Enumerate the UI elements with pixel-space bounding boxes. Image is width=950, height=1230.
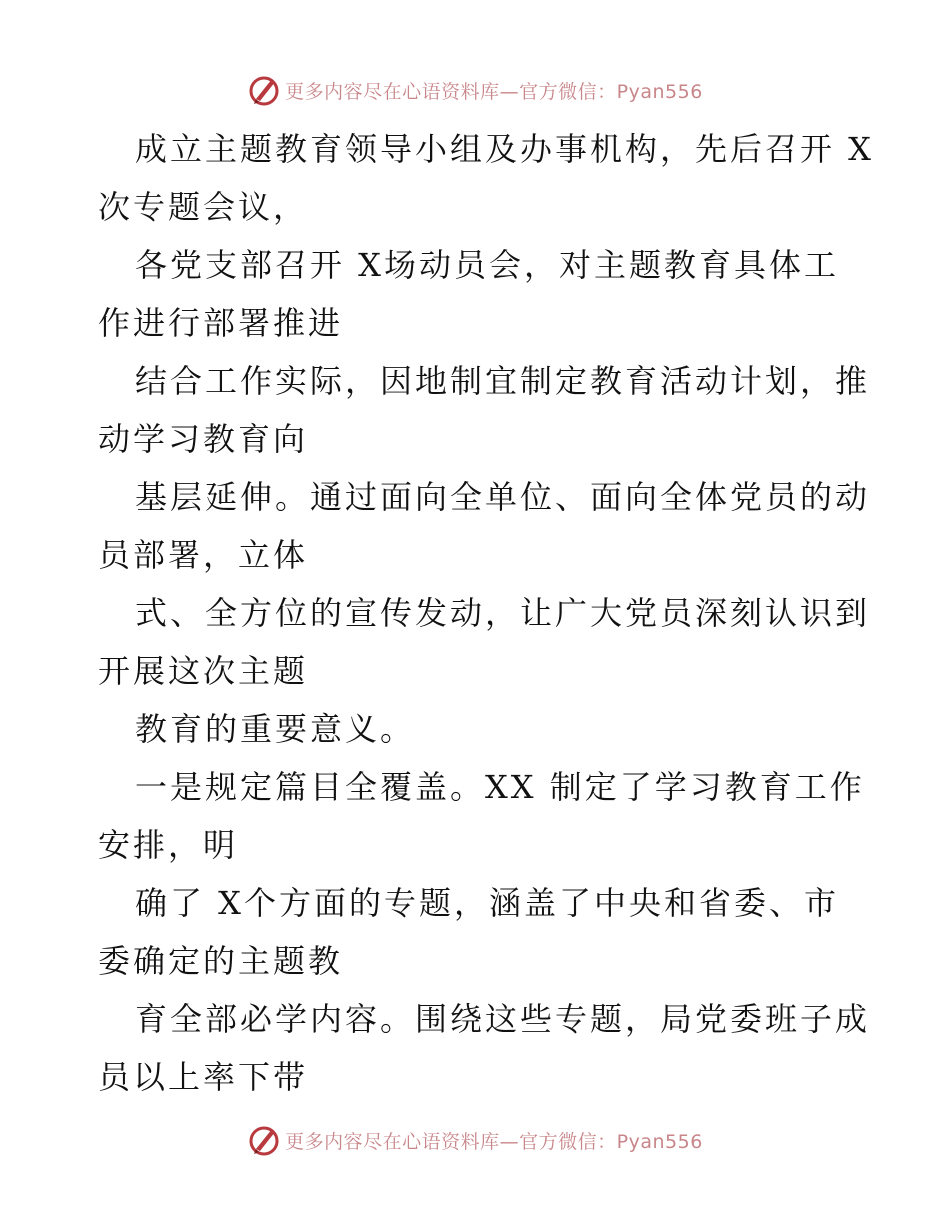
document-body — [98, 120, 874, 1106]
quill-pen-logo-icon — [247, 73, 281, 107]
quill-pen-logo-icon — [247, 1123, 281, 1157]
text-line: 安排，明 — [98, 826, 239, 864]
text-line: 动学习教育向 — [98, 420, 309, 458]
text-line: 委确定的主题教 — [98, 942, 344, 980]
footer-banner — [0, 1120, 950, 1160]
text-line: 成立主题教育领导小组及办事机构，先后召开 X — [135, 130, 874, 168]
text-line: 育全部必学内容。围绕这些专题，局党委班子成 — [135, 1000, 871, 1038]
text-line: 一是规定篇目全覆盖。XX 制定了学习教育工作 — [135, 768, 865, 806]
text-line: 开展这次主题 — [98, 652, 309, 690]
text-line: 各党支部召开 X场动员会，对主题教育具体工 — [135, 246, 839, 284]
text-line: 员部署，立体 — [98, 536, 309, 574]
text-line: 作进行部署推进 — [98, 304, 344, 342]
text-line: 式、全方位的宣传发动，让广大党员深刻认识到 — [135, 594, 871, 632]
text-line: 教育的重要意义。 — [135, 710, 416, 748]
text-line: 确了 X个方面的专题，涵盖了中央和省委、市 — [135, 884, 839, 922]
text-line: 结合工作实际，因地制宜制定教育活动计划，推 — [135, 362, 871, 400]
header-banner — [0, 70, 950, 110]
text-line: 员以上率下带 — [98, 1058, 309, 1096]
header-banner-text: 更多内容尽在心语资料库—官方微信：Pyan556 — [285, 80, 703, 103]
text-line: 基层延伸。通过面向全单位、面向全体党员的动 — [135, 478, 871, 516]
footer-banner-text: 更多内容尽在心语资料库—官方微信：Pyan556 — [285, 1130, 703, 1153]
text-line: 次专题会议， — [98, 188, 309, 226]
